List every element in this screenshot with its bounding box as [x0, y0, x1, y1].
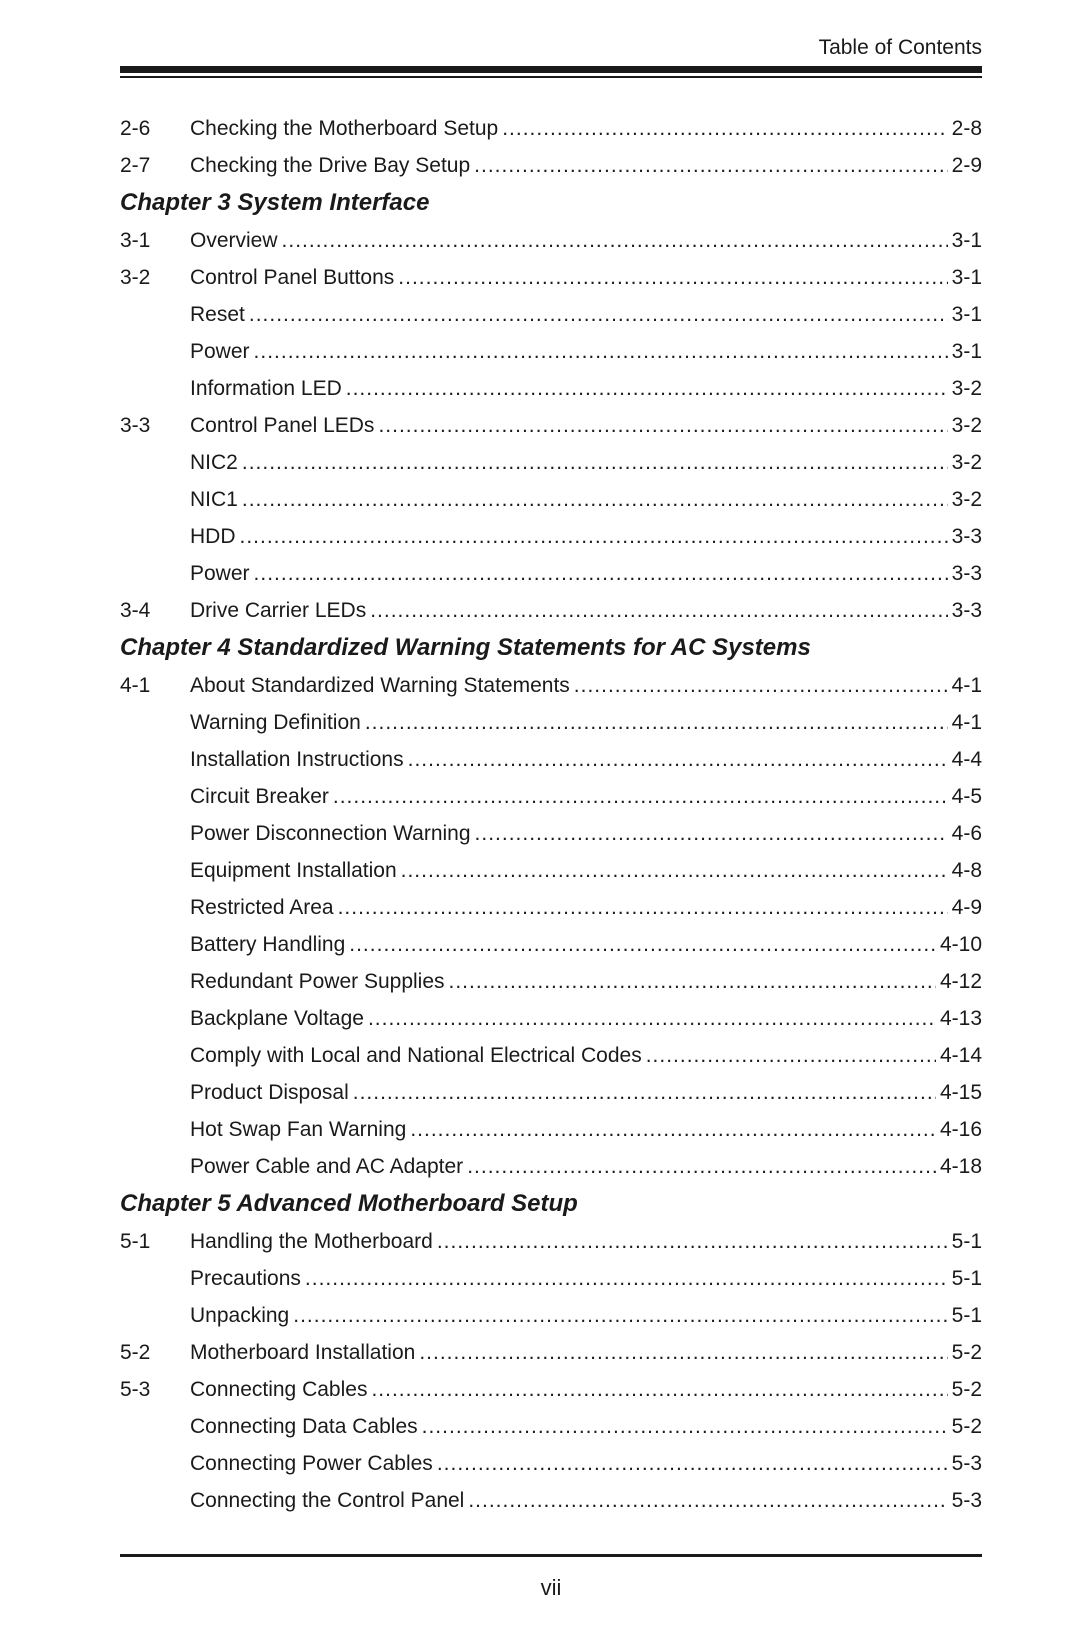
dot-leader: [422, 1415, 948, 1439]
entry-title: Connecting Power Cables: [190, 1451, 433, 1475]
dot-leader: [474, 154, 947, 178]
entry-title: Power Cable and AC Adapter: [190, 1154, 464, 1178]
toc-entry[interactable]: [120, 1408, 982, 1445]
entry-title: Warning Definition: [190, 710, 361, 734]
section-number: 2-6: [120, 116, 151, 140]
entry-title: HDD: [190, 524, 236, 548]
entry-title: NIC1: [190, 487, 238, 511]
chapter-heading[interactable]: Chapter 4 Standardized Warning Statements for AC Systems: [120, 634, 811, 661]
dot-leader: [349, 933, 936, 957]
entry-page-number: 3-3: [951, 598, 982, 622]
entry-title: Reset: [190, 302, 245, 326]
toc-entry[interactable]: [120, 333, 982, 370]
dot-leader: [333, 785, 948, 809]
dot-leader: [338, 896, 948, 920]
entry-title: Battery Handling: [190, 932, 346, 956]
entry-page-number: 4-6: [951, 821, 982, 845]
entry-page-number: 3-3: [951, 524, 982, 548]
entry-title: Comply with Local and National Electrical Codes: [190, 1043, 642, 1067]
entry-page-number: 4-10: [939, 932, 982, 956]
entry-title: Control Panel LEDs: [190, 413, 375, 437]
dot-leader: [574, 674, 948, 698]
entry-page-number: 3-3: [951, 561, 982, 585]
entry-page-number: 5-3: [951, 1488, 982, 1512]
dot-leader: [346, 377, 948, 401]
dot-leader: [398, 266, 947, 290]
footer-rule: [120, 1554, 982, 1557]
entry-page-number: 4-1: [951, 710, 982, 734]
entry-title: Installation Instructions: [190, 747, 404, 771]
document-page: [120, 0, 982, 1650]
toc-entry[interactable]: [120, 926, 982, 963]
entry-page-number: 5-1: [951, 1229, 982, 1253]
entry-title: Information LED: [190, 376, 342, 400]
dot-leader: [254, 562, 948, 586]
dot-leader: [368, 1007, 936, 1031]
toc-entry[interactable]: [120, 555, 982, 592]
dot-leader: [370, 599, 947, 623]
entry-title: Precautions: [190, 1266, 301, 1290]
dot-leader: [353, 1081, 936, 1105]
toc-entry[interactable]: [120, 296, 982, 333]
toc-entry[interactable]: [120, 259, 982, 296]
dot-leader: [467, 1155, 936, 1179]
dot-leader: [468, 1489, 947, 1513]
toc-entry[interactable]: [120, 1223, 982, 1260]
entry-title: Power: [190, 339, 250, 363]
entry-title: Handling the Motherboard: [190, 1229, 433, 1253]
toc-entry[interactable]: [120, 1482, 982, 1519]
header-rule: [120, 66, 982, 73]
running-header-title: Table of Contents: [818, 36, 982, 59]
toc-entry[interactable]: [120, 1074, 982, 1111]
entry-title: Power: [190, 561, 250, 585]
toc-entry[interactable]: [120, 1371, 982, 1408]
dot-leader: [282, 229, 948, 253]
toc-entry[interactable]: [120, 1148, 982, 1185]
toc-entry[interactable]: [120, 1000, 982, 1037]
dot-leader: [410, 1118, 936, 1142]
entry-title: Backplane Voltage: [190, 1006, 364, 1030]
section-number: 3-1: [120, 228, 151, 252]
toc-entry[interactable]: [120, 852, 982, 889]
toc-entry[interactable]: [120, 481, 982, 518]
toc-entry[interactable]: [120, 1037, 982, 1074]
entry-page-number: 5-3: [951, 1451, 982, 1475]
entry-title: Equipment Installation: [190, 858, 397, 882]
section-number: 3-4: [120, 598, 151, 622]
toc-entry[interactable]: [120, 518, 982, 555]
dot-leader: [305, 1267, 948, 1291]
entry-title: Circuit Breaker: [190, 784, 329, 808]
section-number: 5-1: [120, 1229, 151, 1253]
entry-page-number: 4-12: [939, 969, 982, 993]
dot-leader: [378, 414, 947, 438]
entry-page-number: 5-2: [951, 1340, 982, 1364]
entry-page-number: 3-1: [951, 339, 982, 363]
toc-entry[interactable]: [120, 407, 982, 444]
entry-page-number: 4-14: [939, 1043, 982, 1067]
dot-leader: [475, 822, 948, 846]
entry-title: Control Panel Buttons: [190, 265, 395, 289]
dot-leader: [371, 1378, 947, 1402]
section-number: 5-2: [120, 1340, 151, 1364]
entry-title: Redundant Power Supplies: [190, 969, 445, 993]
entry-page-number: 4-4: [951, 747, 982, 771]
toc-entry[interactable]: [120, 1297, 982, 1334]
entry-page-number: 5-1: [951, 1303, 982, 1327]
entry-title: Connecting Cables: [190, 1377, 368, 1401]
entry-page-number: 2-8: [951, 116, 982, 140]
dot-leader: [437, 1452, 948, 1476]
section-number: 5-3: [120, 1377, 151, 1401]
entry-title: Connecting the Control Panel: [190, 1488, 465, 1512]
chapter-heading[interactable]: Chapter 5 Advanced Motherboard Setup: [120, 1190, 578, 1217]
toc-entry[interactable]: [120, 963, 982, 1000]
toc-entry[interactable]: [120, 222, 982, 259]
toc-entry[interactable]: [120, 704, 982, 741]
dot-leader: [401, 859, 948, 883]
entry-title: Restricted Area: [190, 895, 334, 919]
toc-entry[interactable]: [120, 370, 982, 407]
entry-page-number: 4-1: [951, 673, 982, 697]
entry-title: NIC2: [190, 450, 238, 474]
entry-page-number: 5-1: [951, 1266, 982, 1290]
entry-title: Motherboard Installation: [190, 1340, 416, 1364]
dot-leader: [249, 303, 948, 327]
entry-title: Checking the Drive Bay Setup: [190, 153, 471, 177]
toc-entry[interactable]: [120, 1111, 982, 1148]
entry-title: Hot Swap Fan Warning: [190, 1117, 407, 1141]
toc-entry[interactable]: [120, 889, 982, 926]
entry-page-number: 4-9: [951, 895, 982, 919]
dot-leader: [408, 748, 948, 772]
entry-page-number: 4-15: [939, 1080, 982, 1104]
toc-entry[interactable]: [120, 1334, 982, 1371]
dot-leader: [449, 970, 936, 994]
dot-leader: [254, 340, 948, 364]
entry-page-number: 5-2: [951, 1377, 982, 1401]
dot-leader: [240, 525, 948, 549]
header-rule-secondary: [120, 76, 982, 78]
toc-entry[interactable]: [120, 667, 982, 704]
toc-entry[interactable]: [120, 110, 982, 147]
entry-title: Checking the Motherboard Setup: [190, 116, 499, 140]
toc-entry[interactable]: [120, 778, 982, 815]
entry-title: Unpacking: [190, 1303, 290, 1327]
entry-title: About Standardized Warning Statements: [190, 673, 570, 697]
toc-entry[interactable]: [120, 147, 982, 184]
entry-page-number: 3-2: [951, 413, 982, 437]
toc-entry[interactable]: [120, 1260, 982, 1297]
dot-leader: [242, 488, 948, 512]
entry-title: Product Disposal: [190, 1080, 349, 1104]
entry-page-number: 3-2: [951, 450, 982, 474]
entry-title: Connecting Data Cables: [190, 1414, 418, 1438]
page-number: vii: [540, 1575, 562, 1600]
section-number: 4-1: [120, 673, 151, 697]
entry-page-number: 4-16: [939, 1117, 982, 1141]
entry-title: Overview: [190, 228, 278, 252]
section-number: 3-3: [120, 413, 151, 437]
table-of-contents: [120, 110, 982, 1519]
entry-page-number: 3-1: [951, 228, 982, 252]
toc-entry[interactable]: [120, 741, 982, 778]
entry-page-number: 3-2: [951, 487, 982, 511]
section-number: 2-7: [120, 153, 151, 177]
dot-leader: [502, 117, 947, 141]
dot-leader: [646, 1044, 936, 1068]
entry-page-number: 4-8: [951, 858, 982, 882]
entry-page-number: 3-1: [951, 302, 982, 326]
toc-entry[interactable]: [120, 815, 982, 852]
toc-entry[interactable]: [120, 1445, 982, 1482]
toc-entry[interactable]: [120, 592, 982, 629]
entry-page-number: 4-13: [939, 1006, 982, 1030]
entry-title: Drive Carrier LEDs: [190, 598, 367, 622]
entry-page-number: 3-1: [951, 265, 982, 289]
entry-page-number: 4-5: [951, 784, 982, 808]
section-number: 3-2: [120, 265, 151, 289]
toc-entry[interactable]: [120, 444, 982, 481]
dot-leader: [437, 1230, 948, 1254]
dot-leader: [419, 1341, 947, 1365]
dot-leader: [293, 1304, 947, 1328]
entry-page-number: 3-2: [951, 376, 982, 400]
entry-title: Power Disconnection Warning: [190, 821, 471, 845]
entry-page-number: 5-2: [951, 1414, 982, 1438]
dot-leader: [365, 711, 948, 735]
entry-page-number: 4-18: [939, 1154, 982, 1178]
chapter-heading[interactable]: Chapter 3 System Interface: [120, 189, 430, 216]
entry-page-number: 2-9: [951, 153, 982, 177]
dot-leader: [242, 451, 948, 475]
